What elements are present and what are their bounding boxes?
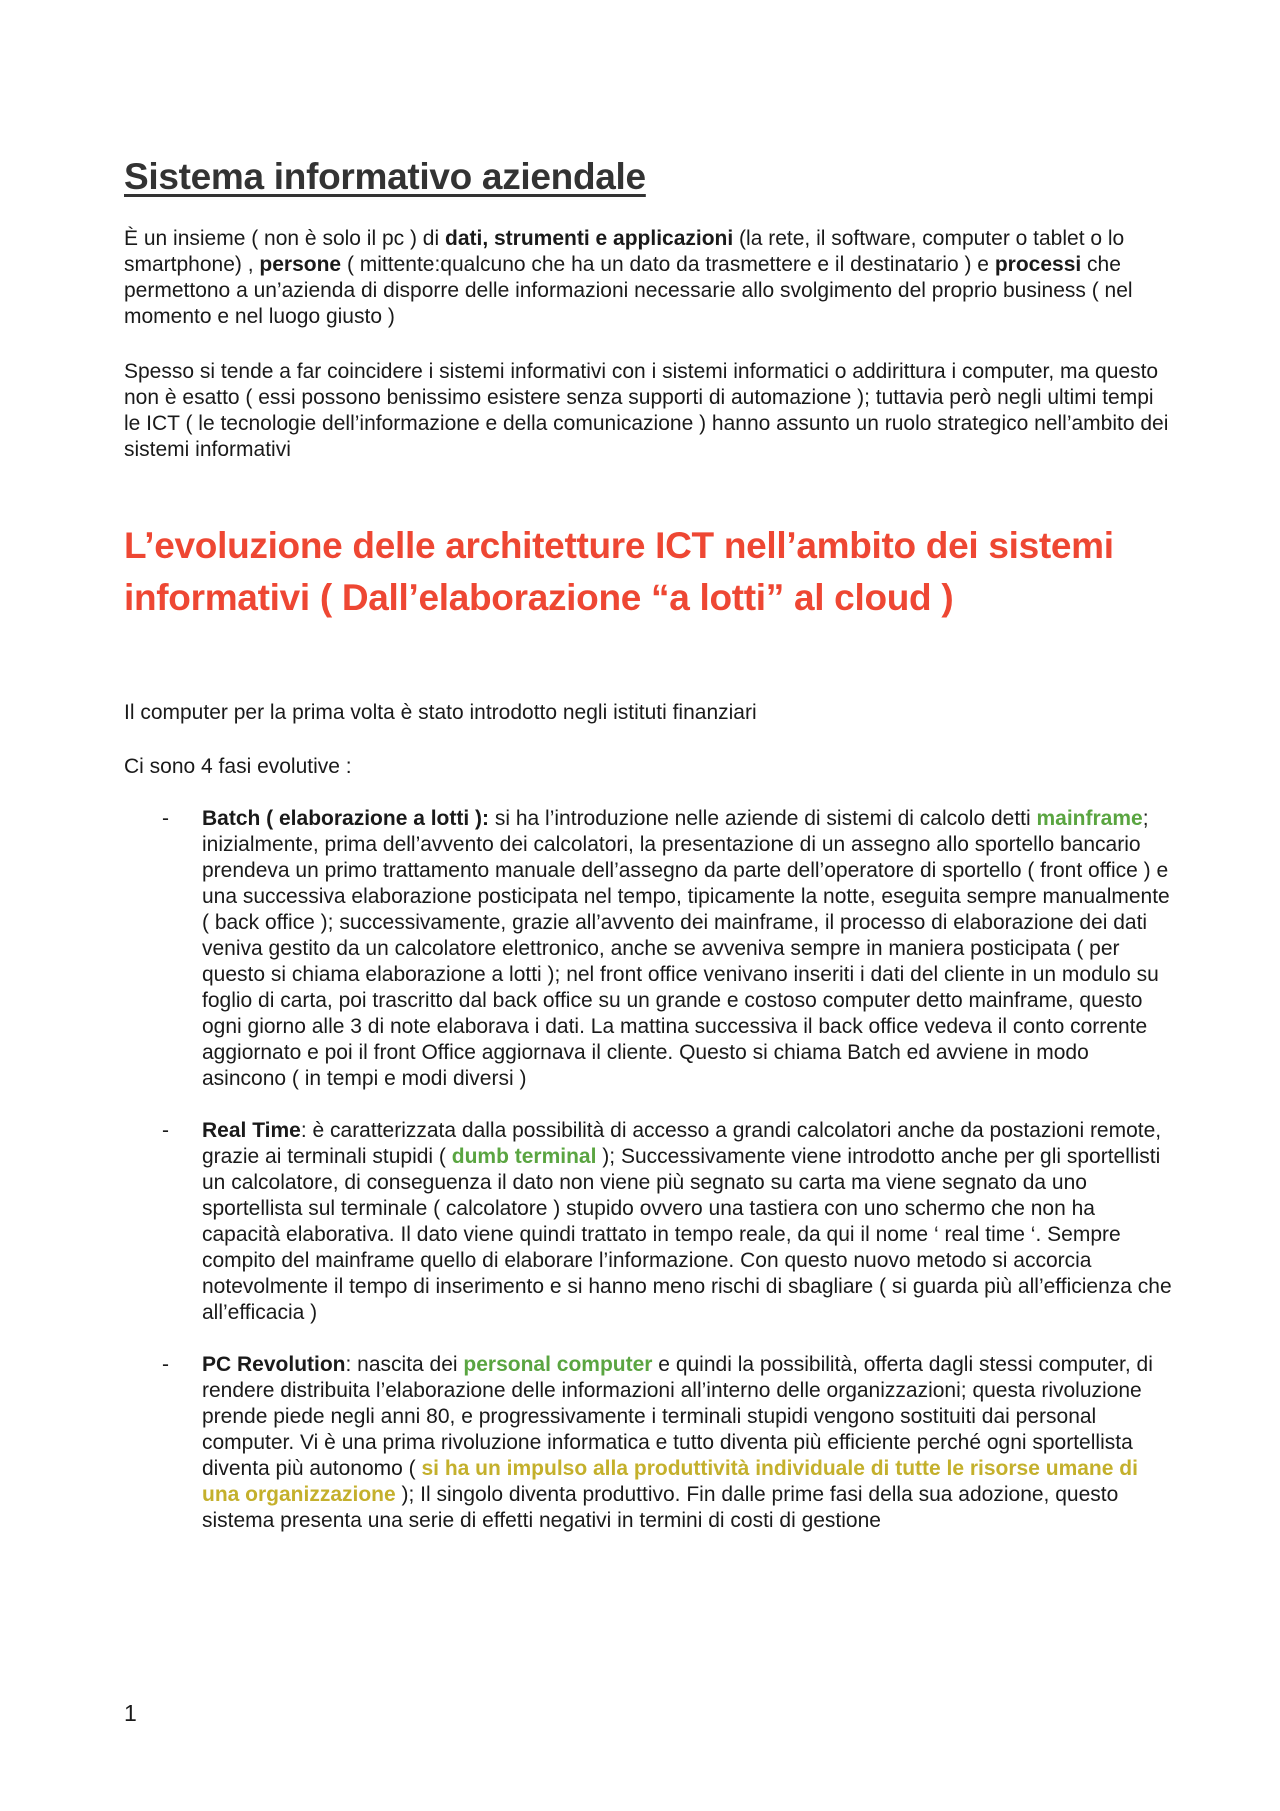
paragraph-ict: Spesso si tende a far coincidere i sistemi informativi con i sistemi informatici o addirittura i computer, ma questo non è esatto ( essi possono benissimo esistere senza supporti di automazione ); tuttavia però negli ultimi tempi le ICT ( le tecnologie dell’informazione e della comunicazione ) hanno assunto un ruolo strategico nell’ambito dei sistemi informativi xyxy=(124,360,1169,461)
text-run: (la rete, il software, computer o tablet o lo smartphone) , xyxy=(124,227,1125,276)
paragraph-phases-intro: Ci sono 4 fasi evolutive : xyxy=(124,755,352,778)
bold-term-persone: persone xyxy=(259,253,342,276)
highlight-productivity: si ha un impulso alla produttività individuale di tutte le risorse umane di una organizzazione xyxy=(202,1457,1138,1506)
text-run: e quindi la possibilità, offerta dagli stessi computer, di rendere distribuita l’elaborazione delle informazioni all’interno delle organizzazioni; questa rivoluzione prende piede negli anni 80, e progressivamente i terminali stupidi vengono sostituiti dai personal computer. Vi è una prima rivoluzione informatica e tutto diventa più efficiente perché ogni sportellista diventa più autonomo ( xyxy=(202,1353,1153,1480)
text-run: ); Successivamente viene introdotto anche per gli sportellisti un calcolatore, di conseguenza il dato non viene più segnato su carta ma viene segnato da uno sportellista sul terminale ( calcolatore ) stupido ovvero una tastiera con uno schermo che non ha capacità elaborativa. Il dato viene quindi trattato in tempo reale, da qui il nome ‘ real time ‘. Sempre compito del mainframe quello di elaborare l’informazione. Con questo nuovo metodo si accorcia notevolmente il tempo di inserimento e si hanno meno rischi di sbagliare ( si guarda più all’efficienza che all’efficacia ) xyxy=(202,1145,1172,1324)
text-run: : è caratterizzata dalla possibilità di accesso a grandi calcolatori anche da postazioni remote, grazie ai terminali stupidi ( xyxy=(202,1119,1162,1168)
bold-term-dati: dati, strumenti e applicazioni xyxy=(445,227,734,250)
phase-label: PC Revolution xyxy=(202,1353,346,1376)
page-title: Sistema informativo aziendale xyxy=(124,156,646,197)
list-dash: - xyxy=(162,1353,169,1376)
list-item-pc-revolution xyxy=(124,1352,1174,1534)
intro-paragraph xyxy=(124,226,1174,330)
text-run: si ha l’introduzione nelle aziende di sistemi di calcolo detti xyxy=(489,807,1037,830)
phase-label: Batch ( elaborazione a lotti ): xyxy=(202,807,490,830)
list-item-batch xyxy=(124,806,1174,1092)
text-run: ; inizialmente, prima dell’avvento dei calcolatori, la presentazione di un assegno allo sportello bancario prendeva un primo trattamento manuale dell’assegno da parte dell’operatore di sportello ( front office ) e una successiva elaborazione posticipata nel tempo, tipicamente la notte, eseguita sempre manualmente ( back office ); successivamente, grazie all’avvento dei mainframe, il processo di elaborazione dei dati veniva gestito da un calcolatore elettronico, anche se avveniva sempre in maniera posticipata ( per questo si chiama elaborazione a lotti ); nel front office venivano inseriti i dati del cliente in un modulo su foglio di carta, poi trascritto dal back office su un grande e costoso computer detto mainframe, questo ogni giorno alle 3 di note elaborava i dati. La mattina successiva il back office vedeva il conto corrente aggiornato e poi il front Office aggiornava il cliente. Questo si chiama Batch ed avviene in modo asincono ( in tempi e modi diversi ) xyxy=(202,807,1170,1090)
highlight-dumb-terminal: dumb terminal xyxy=(451,1145,597,1168)
highlight-mainframe: mainframe xyxy=(1036,807,1143,830)
text-run: che permettono a un’azienda di disporre delle informazioni necessarie allo svolgimento del proprio business ( nel momento e nel luogo giusto ) xyxy=(124,253,1133,328)
phases-list xyxy=(124,806,1174,1534)
list-dash: - xyxy=(162,1119,169,1142)
list-item-realtime xyxy=(124,1118,1174,1326)
paragraph-computer-intro: Il computer per la prima volta è stato introdotto negli istituti finanziari xyxy=(124,701,757,724)
text-run: ( mittente:qualcuno che ha un dato da trasmettere e il destinatario ) e xyxy=(341,253,995,276)
section-heading: L’evoluzione delle architetture ICT nell’ambito dei sistemi informativi ( Dall’elaborazione “a lotti” al cloud ) xyxy=(124,525,1114,618)
highlight-personal-computer: personal computer xyxy=(463,1353,653,1376)
text-run: È un insieme ( non è solo il pc ) di xyxy=(124,227,445,250)
list-dash: - xyxy=(162,807,169,830)
page-number: 1 xyxy=(124,1700,137,1726)
text-run: : nascita dei xyxy=(345,1353,464,1376)
bold-term-processi: processi xyxy=(994,253,1082,276)
text-run: ); Il singolo diventa produttivo. Fin dalle prime fasi della sua adozione, questo sistema presenta una serie di effetti negativi in termini di costi di gestione xyxy=(202,1483,1119,1532)
phase-label: Real Time xyxy=(202,1119,301,1142)
